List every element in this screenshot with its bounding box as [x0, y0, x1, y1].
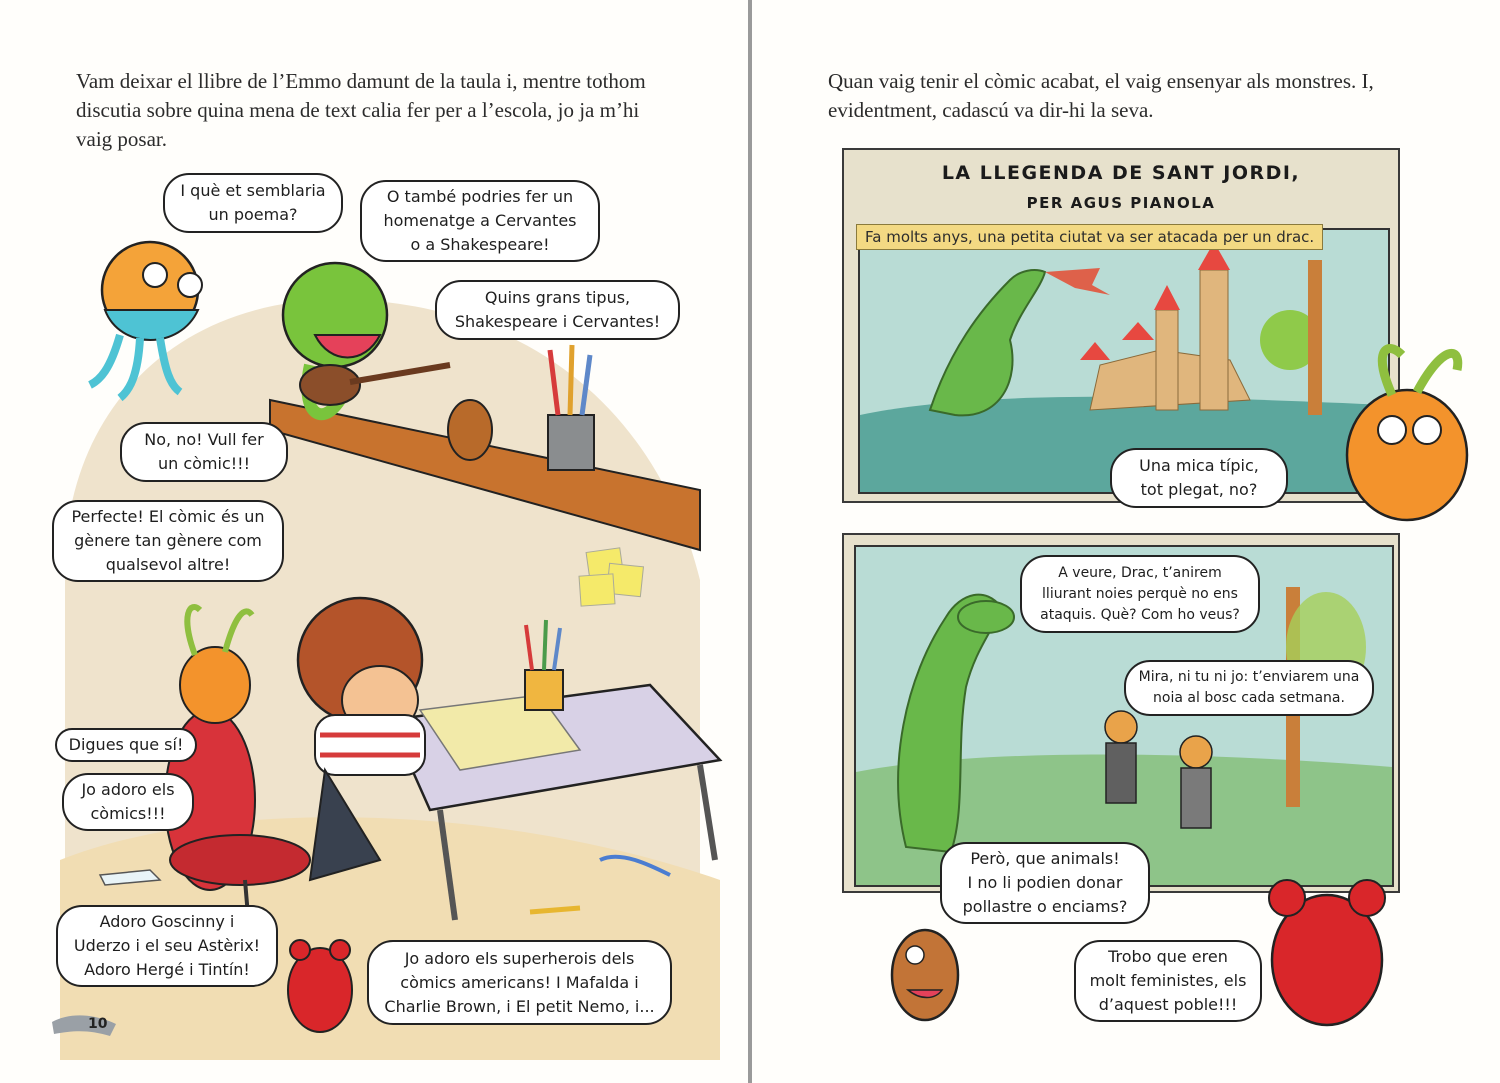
right-page: [752, 0, 1500, 1083]
bubble-perfect: Perfecte! El còmic és un gènere tan gènere com qualsevol altre!: [52, 500, 284, 582]
comic-panel-1: [842, 148, 1400, 503]
left-page: [0, 0, 748, 1083]
left-paragraph: Vam deixar el llibre de l’Emmo damunt de la taula i, mentre tothom discutia sobre quina mena de text calia fer per a l’escola, jo ja m’hi vaig posar.: [76, 69, 646, 151]
bubble-animals: Però, que animals! I no li podien donar pollastre o enciams?: [940, 842, 1150, 924]
bubble-poem: I què et semblaria un poema?: [163, 173, 343, 233]
red-monster-art: [1262, 870, 1392, 1030]
page-number-flourish-icon: [50, 1010, 120, 1040]
comic-caption: Fa molts anys, una petita ciutat va ser atacada per un drac.: [856, 224, 1323, 250]
bubble-love-comics: Jo adoro els còmics!!!: [62, 773, 194, 831]
bubble-homage: O també podries fer un homenatge a Cervantes o a Shakespeare!: [360, 180, 600, 262]
bubble-great-types: Quins grans tipus, Shakespeare i Cervantes!: [435, 280, 680, 340]
page-number: [50, 1010, 120, 1040]
bubble-comic: No, no! Vull fer un còmic!!!: [120, 422, 288, 482]
bubble-mira: Mira, ni tu ni jo: t’enviarem una noia al bosc cada setmana.: [1124, 660, 1374, 716]
page-number-label: 10: [88, 1016, 108, 1032]
comic-byline: PER AGUS PIANOLA: [1026, 194, 1216, 212]
bubble-drac: A veure, Drac, t’anirem lliurant noies perquè no ens ataquis. Què? Com ho veus?: [1020, 555, 1260, 633]
bubble-superheroes: Jo adoro els superherois dels còmics americans! I Mafalda i Charlie Brown, i El petit Nemo, i...: [367, 940, 672, 1025]
orange-monster-art: [1332, 330, 1500, 530]
desk-illustration: [60, 160, 740, 1060]
bubble-typical: Una mica típic, tot plegat, no?: [1110, 448, 1288, 508]
bubble-goscinny: Adoro Goscinny i Uderzo i el seu Astèrix! Adoro Hergé i Tintín!: [56, 905, 278, 987]
comic-title: LA LLEGENDA DE SANT JORDI,: [941, 162, 1301, 184]
bubble-say-yes: Digues que sí!: [55, 728, 197, 762]
bubble-feminists: Trobo que eren molt feministes, els d’aquest poble!!!: [1074, 940, 1262, 1022]
right-paragraph: Quan vaig tenir el còmic acabat, el vaig ensenyar als monstres. I, evidentment, cadascú va dir-hi la seva.: [828, 69, 1374, 122]
